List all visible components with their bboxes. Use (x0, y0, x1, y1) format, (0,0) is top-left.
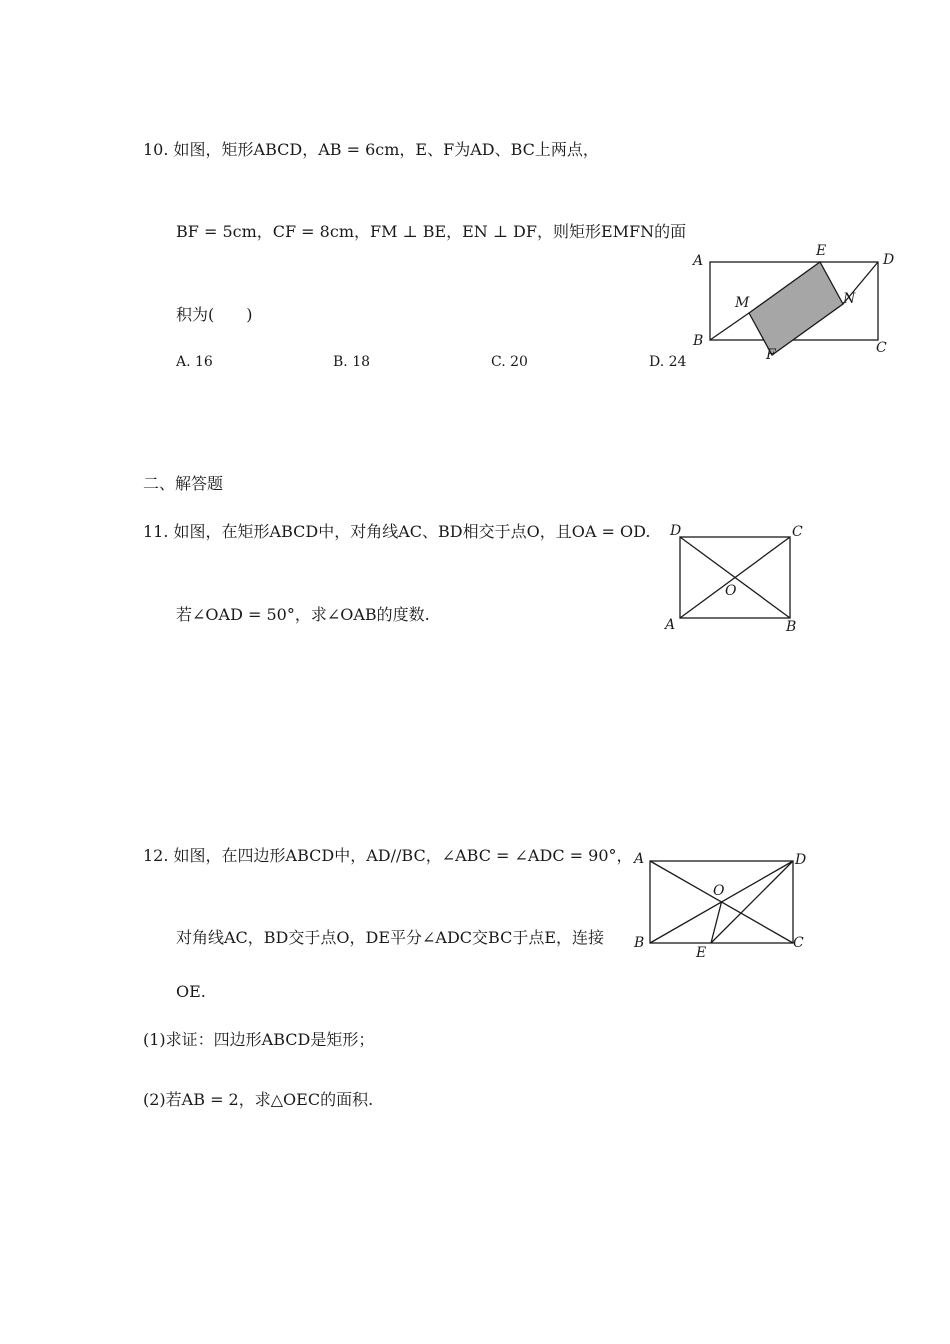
label-n: N (843, 291, 856, 307)
label-o: O (713, 883, 725, 899)
label-d: D (795, 852, 807, 868)
q12-figure (630, 845, 815, 965)
option-value: 18 (352, 354, 371, 370)
label-f: F (766, 347, 776, 363)
q10-number: 10. (143, 140, 169, 159)
q12-part1: (1)求证：四边形ABCD是矩形； (143, 1030, 375, 1049)
label-a: A (634, 851, 645, 867)
label-c: C (876, 340, 887, 356)
q10-stem-line3: 积为( ) (176, 305, 253, 324)
q12-number: 12. (143, 846, 169, 865)
label-c: C (792, 524, 803, 540)
option-letter: D. (649, 354, 665, 370)
q11-number: 11. (143, 522, 169, 541)
label-o: O (725, 583, 737, 599)
segment-de (711, 861, 793, 943)
label-d: D (883, 252, 895, 268)
label-b: B (786, 619, 797, 635)
q10-line1 (143, 140, 599, 160)
q10-option-b[interactable] (333, 354, 370, 370)
q10-stem-line1: 如图，矩形ABCD，AB = 6cm，E、F为AD、BC上两点， (173, 140, 599, 159)
option-letter: C. (491, 354, 506, 370)
q12-stem-line1: 如图，在四边形ABCD中，AD//BC，∠ABC = ∠ADC = 90°， (173, 846, 633, 865)
label-d: D (670, 523, 682, 539)
label-b: B (634, 935, 645, 951)
option-value: 16 (195, 354, 213, 370)
q12-line1 (143, 846, 633, 866)
option-value: 24 (668, 354, 687, 370)
label-c: C (793, 935, 804, 951)
q12-part2: (2)若AB = 2，求△OEC的面积. (143, 1090, 374, 1109)
q12-stem-line2: 对角线AC，BD交于点O，DE平分∠ADC交BC于点E，连接 (176, 928, 605, 947)
q10-option-a[interactable] (176, 354, 213, 370)
label-m: M (735, 295, 750, 311)
option-letter: A. (176, 354, 191, 370)
q10-option-d[interactable] (649, 354, 686, 370)
label-a: A (665, 617, 676, 633)
option-letter: B. (333, 354, 348, 370)
q10-stem-line2: BF = 5cm，CF = 8cm，FM ⊥ BE，EN ⊥ DF，则矩形EMFN的面 (176, 222, 687, 241)
label-e: E (816, 243, 827, 259)
shaded-rectangle-emfn (749, 262, 843, 355)
q11-line1 (143, 522, 650, 542)
q10-option-c[interactable] (491, 354, 528, 370)
label-a: A (693, 253, 704, 269)
q10-figure (685, 235, 910, 370)
q11-stem-line2: 若∠OAD = 50°，求∠OAB的度数. (176, 605, 430, 624)
option-value: 20 (510, 354, 528, 370)
segment-bm (710, 313, 749, 340)
section-title: 二、解答题 (143, 474, 224, 493)
label-b: B (693, 333, 704, 349)
q12-stem-line3: OE. (176, 982, 206, 1001)
q11-stem-line1: 如图，在矩形ABCD中，对角线AC、BD相交于点O，且OA = OD. (173, 522, 651, 541)
q11-figure (660, 517, 810, 637)
label-e: E (696, 945, 707, 961)
